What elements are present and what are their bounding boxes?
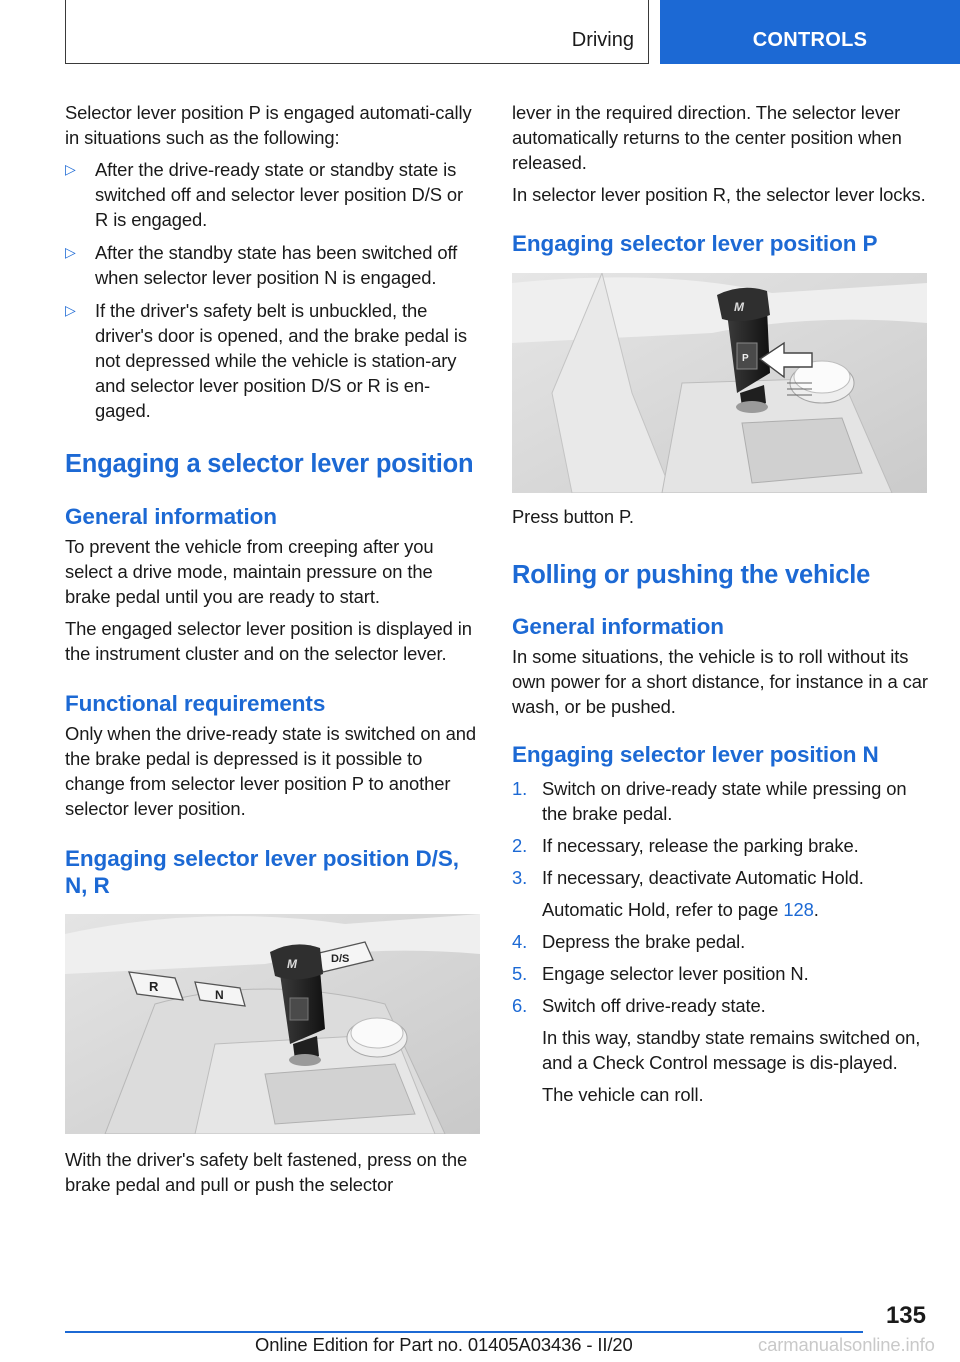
- list-item: ▷ After the standby state has been switched off when selector lever position N is engaged.: [65, 242, 458, 288]
- footer-watermark: carmanualsonline.info: [758, 1334, 935, 1355]
- engaging-selector-heading: Engaging a selector lever position: [65, 450, 474, 478]
- left-column: [65, 100, 480, 1204]
- rolling-general-info-heading: General information: [512, 614, 724, 639]
- general-info-heading: General information: [65, 504, 277, 529]
- engage-n-steps-list: [512, 776, 928, 1107]
- lever-logo: M: [287, 957, 297, 971]
- rolling-general-info-paragraph: In some situations, the vehicle is to roll without its own power for a short distance, for instance in a car wash, or be pushed.: [512, 646, 928, 717]
- press-button-p-paragraph: Press button P.: [512, 506, 634, 527]
- functional-requirements-heading: Functional requirements: [65, 691, 326, 716]
- list-item: ▷ If the driver's safety belt is unbuckled, the driver's door is opened, and the brake pedal is not depressed while the vehicle is station-ary and selector lever position D/S or R is en-gaged.: [65, 300, 467, 421]
- functional-requirements-paragraph: Only when the drive-ready state is switched on and the brake pedal is depressed is it possible to change from selector lever position P to another selector lever position.: [65, 723, 477, 819]
- header-chapter-tab: [660, 0, 960, 64]
- page-number: 135: [885, 1302, 926, 1329]
- header-chapter-label: CONTROLS: [752, 29, 868, 51]
- list-item: 5. Engage selector lever position N.: [512, 963, 809, 984]
- list-item: 4. Depress the brake pedal.: [512, 931, 746, 952]
- step-note: In this way, standby state remains switched on, and a Check Control message is dis-played.: [542, 1027, 921, 1073]
- arrow-label-n: N: [215, 988, 224, 1002]
- selector-lever-dsnr-illustration: [65, 914, 480, 1134]
- footer-edition-text: Online Edition for Part no. 01405A03436 - II/20: [255, 1334, 633, 1355]
- arrow-label-r: R: [149, 979, 159, 994]
- list-item: 6. Switch off drive-ready state. In this way, standby state remains switched on, and a Check Control message is dis-played. The vehicle can roll.: [512, 993, 928, 1107]
- button-p-label: P: [742, 353, 749, 364]
- list-item: ▷ After the drive-ready state or standby state is switched off and selector lever position D/S or R is engaged.: [65, 159, 464, 230]
- caption-start-paragraph: With the driver's safety belt fastened, press on the brake pedal and pull or push the selector: [65, 1149, 468, 1195]
- engaging-p-heading: Engaging selector lever position P: [512, 231, 878, 256]
- header-section-box: [65, 0, 649, 64]
- page-reference-link[interactable]: 128: [783, 899, 814, 920]
- general-info-paragraph-1: To prevent the vehicle from creeping after you select a drive mode, maintain pressure on the brake pedal until you are ready to start.: [65, 536, 434, 607]
- rolling-pushing-heading: Rolling or pushing the vehicle: [512, 561, 871, 589]
- footer-divider: [65, 1331, 863, 1333]
- engaging-n-heading: Engaging selector lever position N: [512, 742, 879, 767]
- step-note: The vehicle can roll.: [542, 1084, 704, 1105]
- bullet-triangle-icon: ▷: [65, 244, 76, 260]
- right-column: [512, 100, 928, 1114]
- lever-logo: M: [734, 300, 744, 314]
- engaging-dsnr-heading: Engaging selector lever position D/S, N, R: [65, 846, 459, 898]
- arrow-label-ds: D/S: [331, 953, 350, 965]
- caption-continuation-paragraph: lever in the required direction. The selector lever automatically returns to the center position when released.: [512, 102, 902, 173]
- figure-selector-lever-dsnr: [65, 914, 480, 1134]
- list-item: 2. If necessary, release the parking brake.: [512, 835, 859, 856]
- auto-p-bullet-list: [65, 157, 480, 423]
- selector-lever-p-illustration: [512, 273, 927, 493]
- step-note: Automatic Hold, refer to page 128.: [542, 899, 819, 920]
- figure-selector-lever-p: [512, 273, 927, 493]
- bullet-triangle-icon: ▷: [65, 302, 76, 318]
- position-r-paragraph: In selector lever position R, the selector lever locks.: [512, 184, 926, 205]
- bullet-triangle-icon: ▷: [65, 161, 76, 177]
- list-item: 3. If necessary, deactivate Automatic Hold. Automatic Hold, refer to page 128.: [512, 865, 928, 922]
- list-item: 1. Switch on drive-ready state while pressing on the brake pedal.: [512, 778, 907, 824]
- intro-paragraph: Selector lever position P is engaged automati-cally in situations such as the following:: [65, 102, 472, 148]
- header-section-title: Driving: [571, 29, 634, 51]
- general-info-paragraph-2: The engaged selector lever position is displayed in the instrument cluster and on the selector lever.: [65, 618, 472, 664]
